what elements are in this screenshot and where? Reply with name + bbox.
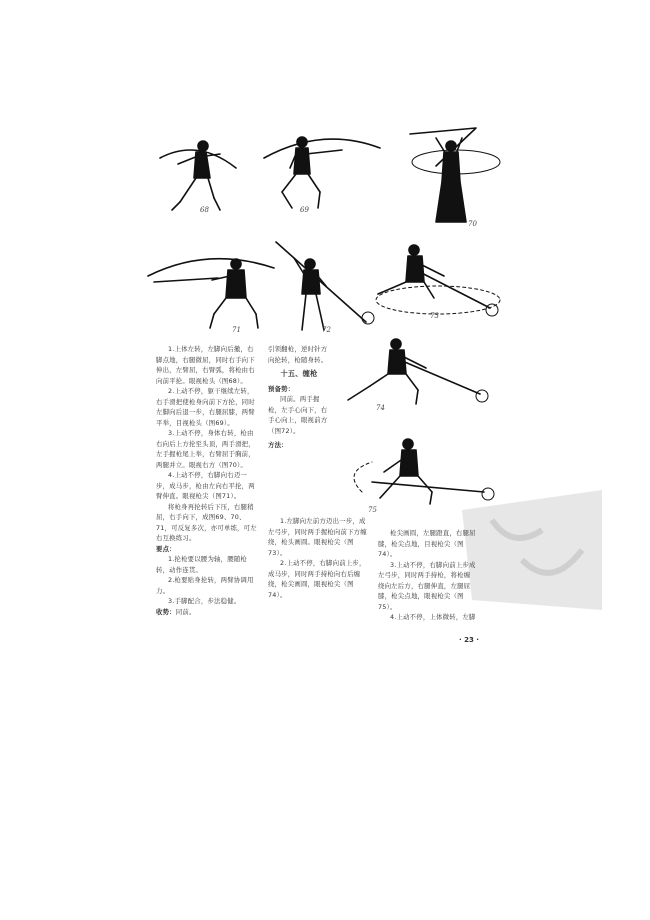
text-column-left <box>156 344 258 617</box>
text-column-middle-lower <box>268 516 368 600</box>
paragraph: 2.上动不停，右脚向前上步，成马步，同时两手持枪向右后缠绕，枪尖画圆，眼视枪尖（图74）。 <box>268 559 366 599</box>
point-item: 1.抡枪要以腰为轴，腰随枪转，动作连贯。 <box>156 555 247 574</box>
ending-text: 同前。 <box>175 607 196 616</box>
figure-69 <box>262 128 382 218</box>
paragraph: 2.上动不停，躯干继续左转，右手滑把使枪身向前下方抡，同时左脚向后退一步，右腿屈膝，两臂平举，目视枪头（图69）。 <box>156 387 255 427</box>
paragraph: 3.上动不停，右脚向前上步成左弓步，同时两手持枪，将枪缠绕向左后方，右腿伸直，左腿屈膝，枪尖点地，眼视枪尖（图75）。 <box>378 560 476 611</box>
figure-68 <box>158 128 238 218</box>
paragraph: 枪尖画圆，左腿蹬直，右腿屈膝，枪尖点地，目视枪尖（图74）。 <box>378 529 476 558</box>
ready-heading: 预备势： <box>268 384 295 393</box>
points-heading: 要点： <box>156 544 176 553</box>
text-column-right <box>378 528 476 623</box>
paragraph: 3.上动不停，身体右转，枪由右向后上方抡至头顶，两手滑把，左手握枪尾上举，右臂屈于胸前，两腿并立。眼视右方（图70）。 <box>156 429 255 469</box>
page-number: · 23 · <box>459 636 479 644</box>
figure-71 <box>148 244 278 336</box>
paragraph: 同前。两手握枪，左手心向下，右手心向上，眼视前方（图72）。 <box>268 395 328 435</box>
figure-71-number: 71 <box>232 326 241 334</box>
paragraph: 4.上动不停，上体微转，左脚 <box>390 613 476 621</box>
figure-68-number: 68 <box>200 206 209 214</box>
figure-72-number: 72 <box>322 326 331 334</box>
method-heading: 方法： <box>268 441 288 449</box>
watermark-stamp <box>452 480 612 620</box>
figure-74-number: 74 <box>376 404 385 412</box>
figure-69-number: 69 <box>300 206 309 214</box>
paragraph: 将枪身再抡转后下压，右腿稍屈，右手向下，成图69、70、71，可反复多次，亦可单练，可左右互换练习。 <box>156 502 257 542</box>
figure-72 <box>270 238 380 338</box>
section-title: 十五、缠枪 <box>280 369 318 378</box>
paragraph: 1.左脚向左前方迈出一步，成左弓步，同时两手握枪向前下方缠绕，枪头画圆。眼视枪尖（图73）。 <box>268 517 367 557</box>
ending-label: 收势： <box>156 607 176 616</box>
paragraph: 引领翻枪，逆时针方向抡转，枪随身转。 <box>268 345 328 364</box>
figure-73-number: 73 <box>430 312 439 320</box>
figure-70-number: 70 <box>468 220 477 228</box>
point-item: 3.手脚配合，步法稳健。 <box>168 597 241 605</box>
figure-75-number: 75 <box>368 506 377 514</box>
figure-74 <box>340 334 500 414</box>
point-item: 2.枪要贴身抡转，两臂协调用力。 <box>156 576 254 595</box>
text-column-middle <box>268 344 330 451</box>
paragraph: 1.上体左转，左脚向后撤，右脚点地，右腿微屈，同时右手向下伸出，左臂屈，右臂弧，将枪由右向前平抡。眼视枪头（图68）。 <box>156 345 255 385</box>
paragraph: 4.上动不停，右脚向右迈一步，成马步，枪由左向右平抡，两臂伸直。眼视枪尖（图71）。 <box>156 471 255 500</box>
figure-70 <box>396 126 506 230</box>
